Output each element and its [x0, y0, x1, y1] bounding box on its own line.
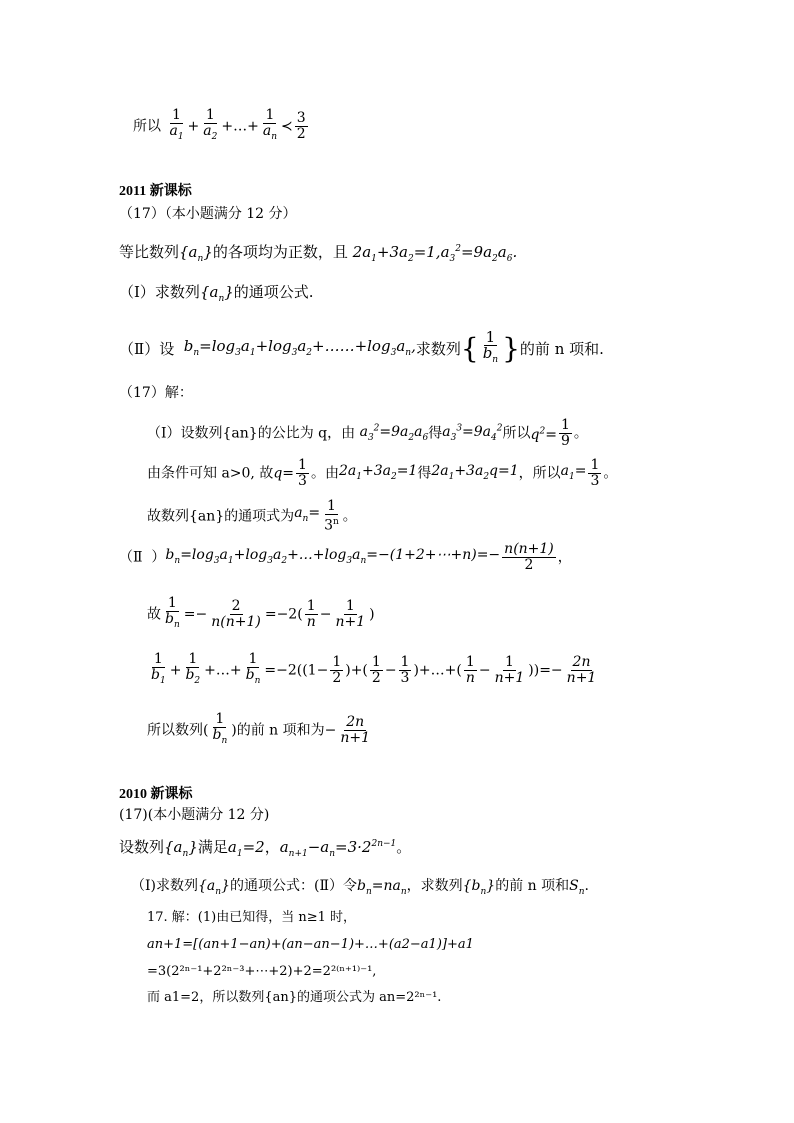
frac-1-an: $\frac{1}{a_n}$	[262, 107, 277, 142]
sol-line-3: 故数列{an}的通项式为$a_n=$ $\frac{1}{3^n}$ 。	[147, 498, 357, 534]
heading-2011: 2011 新课标	[119, 184, 192, 199]
sol-line-4: （Ⅱ ）$b_n=\log_3a_1+\log_3a_2+\dots+\log_3a_n=-(1+2+\cdots+n)=-$ $\frac{n(n+1)}{2}$ ，	[119, 541, 572, 573]
sol-2010-line-3: =3(2²ⁿ⁻¹+2²ⁿ⁻³+⋯+2)+2=2²⁽ⁿ⁺¹⁾⁻¹,	[147, 964, 377, 979]
problem-2011: 等比数列$\{a_n\}$的各项均为正数，且 $2a_1+3a_2=1,a_3^2=9a_2a_6$.	[119, 243, 518, 264]
subheading-2010: (17)(本小题满分 12 分)	[119, 807, 270, 823]
part1-2010: （Ⅰ)求数列$\{a_n\}$的通项公式：(Ⅱ）令$b_n=na_n$，求数列$\{b_n\}$的前 n 项和$S_n$.	[131, 878, 589, 897]
part2-2011: （Ⅱ）设 $b_n=\log_3a_1+\log_3a_2+\dots\dots+\log_3a_n$,求数列{ $\frac{1}{b_n}$ }的前 n 项和.	[119, 328, 604, 365]
frac-1-a1: $\frac{1}{a_1}$	[169, 107, 184, 142]
frac-3-2: $\frac{3}{2}$	[296, 109, 306, 142]
part1-2011: （Ⅰ）求数列$\{a_n\}$的通项公式.	[119, 283, 314, 304]
frac-1-a2: $\frac{1}{a_2}$	[203, 107, 218, 142]
subheading-2011: （17）（本小题满分 12 分）	[119, 206, 297, 222]
sol-2010-line-1: 17. 解：(1)由已知得，当 n≥1 时，	[147, 910, 357, 925]
top-prefix: 所以	[133, 118, 161, 135]
sol-line-2: 由条件可知 a>0, 故q= $\frac{1}{3}$ 。由$2a_1+3a_2=1$得$2a_1+3a_2q=1$，所以$a_1=$ $\frac{1}{3}$ 。	[147, 457, 618, 489]
sol-2010-line-2: an+1=[(an+1−an)+(an−an−1)+…+(a2−a1)]+a1	[147, 937, 474, 952]
top-sum-line: 所以 $\frac{1}{a_1}$ + $\frac{1}{a_2}$ +…+ $\frac{1}{a_n}$ ≺ $\frac{3}{2}$	[133, 108, 310, 145]
sol-line-1: （Ⅰ）设数列{an}的公比为 q，由 $a_3^2=9a_2a_6$得$a_3^3=9a_4^2$所以$q^2=$ $\frac{1}{9}$ 。	[147, 417, 588, 449]
sol-line-7: 所以数列( $\frac{1}{b_n}$ )的前 n 项和为− $\frac{2n}{n+1}$	[147, 711, 371, 746]
sol-2010-line-4: 而 a1=2，所以数列{an}的通项公式为 an=2²ⁿ⁻¹.	[147, 990, 442, 1005]
sol-line-6: $\frac{1}{b_1}$ + $\frac{1}{b_2}$ +…+ $\frac{1}{b_n}$ =−2((1− $\frac{1}{2}$ )+( $\frac{1}{2}$ − $\frac{1}{3}$ )+…+( $\frac{1}{n}$ − $\frac{1}{n+1}$ ))=− $\frac{2n}{n+1}$	[151, 651, 597, 686]
solution-label-2011: （17）解：	[119, 385, 193, 401]
heading-2010: 2010 新课标	[119, 787, 193, 802]
sol-line-5: 故 $\frac{1}{b_n}$ =− $\frac{2}{n(n+1)}$ =−2( $\frac{1}{n}$ − $\frac{1}{n+1}$ )	[147, 595, 375, 630]
problem-2010: 设数列$\{a_n\}$满足$a_1=2$，$a_{n+1}-a_n=3\cdot 2^{2n-1}$。	[119, 838, 412, 859]
